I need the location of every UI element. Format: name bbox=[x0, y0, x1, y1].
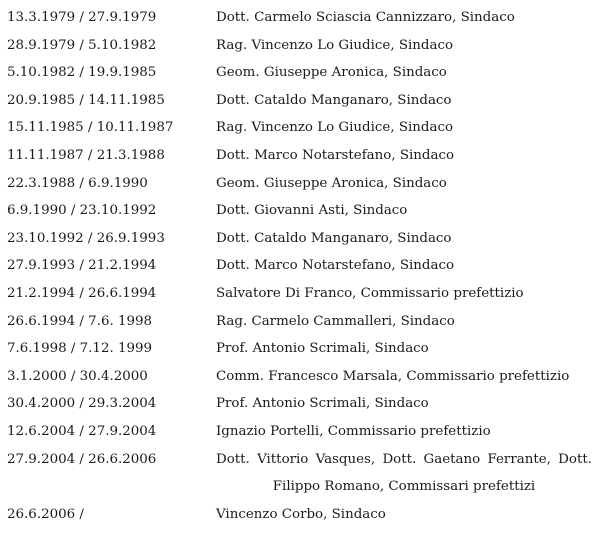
term-holder: Salvatore Di Franco, Commissario prefettizio bbox=[216, 285, 524, 301]
term-period: 7.6.1998 / 7.12. 1999 bbox=[7, 341, 153, 357]
term-holder: Dott. Carmelo Sciascia Cannizzaro, Sindaco bbox=[216, 10, 515, 25]
list-item bbox=[0, 4, 600, 32]
list-item bbox=[0, 197, 600, 225]
term-period: 23.10.1992 / 26.9.1993 bbox=[7, 230, 165, 246]
list-item bbox=[0, 114, 600, 142]
list-item bbox=[0, 418, 600, 446]
term-holder: Rag. Vincenzo Lo Giudice, Sindaco bbox=[216, 37, 454, 53]
term-holder: Rag. Carmelo Cammalleri, Sindaco bbox=[216, 313, 455, 329]
term-holder: Dott. Giovanni Asti, Sindaco bbox=[216, 203, 408, 219]
term-period: 26.6.2006 / bbox=[7, 506, 84, 522]
list-item bbox=[0, 390, 600, 418]
term-holder: Rag. Vincenzo Lo Giudice, Sindaco bbox=[216, 120, 454, 136]
term-period: 5.10.1982 / 19.9.1985 bbox=[7, 65, 157, 81]
term-holder: Dott. Cataldo Manganaro, Sindaco bbox=[216, 92, 452, 108]
list-item bbox=[0, 446, 600, 501]
term-period: 28.9.1979 / 5.10.1982 bbox=[7, 37, 157, 53]
list-item bbox=[0, 170, 600, 198]
list-item bbox=[0, 308, 600, 336]
mayor-list bbox=[0, 4, 600, 528]
term-holder: Dott. Marco Notarstefano, Sindaco bbox=[216, 258, 455, 274]
term-period: 3.1.2000 / 30.4.2000 bbox=[7, 368, 148, 384]
list-item bbox=[0, 87, 600, 115]
term-holder: Ignazio Portelli, Commissario prefettizio bbox=[216, 423, 491, 439]
list-item bbox=[0, 363, 600, 391]
term-holder: Prof. Antonio Scrimali, Sindaco bbox=[216, 341, 429, 357]
term-holder: Dott. Marco Notarstefano, Sindaco bbox=[216, 147, 455, 163]
list-item bbox=[0, 225, 600, 253]
term-holder: Dott. Vittorio Vasques, Dott. Gaetano Ferrante, Dott. Filippo Romano, Commissari prefettizi bbox=[216, 451, 592, 495]
term-holder: Geom. Giuseppe Aronica, Sindaco bbox=[216, 175, 447, 191]
term-holder: Dott. Cataldo Manganaro, Sindaco bbox=[216, 230, 452, 246]
term-period: 15.11.1985 / 10.11.1987 bbox=[7, 120, 174, 136]
term-period: 12.6.2004 / 27.9.2004 bbox=[7, 423, 157, 439]
term-period: 11.11.1987 / 21.3.1988 bbox=[7, 147, 165, 163]
term-holder: Prof. Antonio Scrimali, Sindaco bbox=[216, 396, 429, 412]
list-item bbox=[0, 280, 600, 308]
list-item bbox=[0, 59, 600, 87]
term-period: 27.9.2004 / 26.6.2006 bbox=[7, 451, 157, 467]
list-item bbox=[0, 501, 600, 529]
term-holder: Comm. Francesco Marsala, Commissario prefettizio bbox=[216, 368, 570, 384]
list-item bbox=[0, 142, 600, 170]
list-item bbox=[0, 252, 600, 280]
term-period: 21.2.1994 / 26.6.1994 bbox=[7, 285, 157, 301]
term-period: 22.3.1988 / 6.9.1990 bbox=[7, 175, 148, 191]
term-period: 27.9.1993 / 21.2.1994 bbox=[7, 258, 157, 274]
term-period: 20.9.1985 / 14.11.1985 bbox=[7, 92, 165, 108]
list-item bbox=[0, 335, 600, 363]
term-holder: Geom. Giuseppe Aronica, Sindaco bbox=[216, 65, 447, 81]
term-period: 26.6.1994 / 7.6. 1998 bbox=[7, 313, 153, 329]
list-item bbox=[0, 32, 600, 60]
term-period: 13.3.1979 / 27.9.1979 bbox=[7, 10, 157, 25]
term-period: 30.4.2000 / 29.3.2004 bbox=[7, 396, 157, 412]
term-holder: Vincenzo Corbo, Sindaco bbox=[216, 506, 386, 522]
term-period: 6.9.1990 / 23.10.1992 bbox=[7, 203, 157, 219]
